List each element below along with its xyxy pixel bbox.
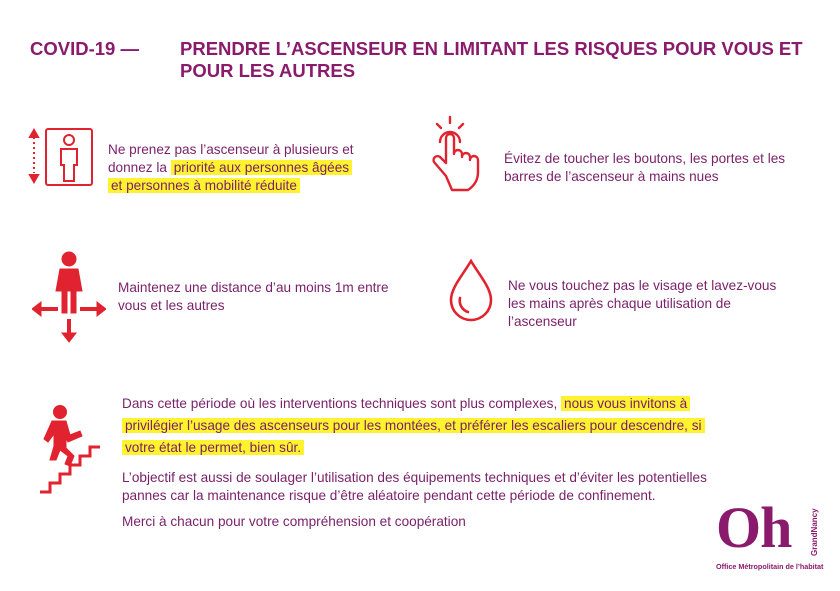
tip-elevator-line2-prefix: donnez la — [108, 160, 171, 175]
tip-hygiene-text: Ne vous touchez pas le visage et lavez-vous les mains après chaque utilisation de l’ascenseur — [508, 278, 777, 329]
stairs-section — [122, 393, 732, 531]
stairs-thanks: Merci à chacun pour votre compréhension et coopération — [122, 514, 466, 529]
tip-elevator-line1: Ne prenez pas l’ascenseur à plusieurs et — [108, 142, 354, 157]
logo — [716, 495, 826, 580]
tip-touch-text: Évitez de toucher les boutons, les portes et les barres de l’ascenseur à mains nues — [504, 151, 786, 184]
touch-hand-icon — [428, 114, 484, 194]
logo-side: GrandNancy — [810, 508, 819, 556]
title-text: PRENDRE L’ASCENSEUR EN LIMITANT LES RISQUES POUR VOUS ET POUR LES AUTRES — [180, 38, 803, 81]
tip-elevator-highlight2: et personnes à mobilité réduite — [108, 178, 300, 193]
stairs-intro: Dans cette période où les interventions techniques sont plus complexes, — [122, 396, 558, 411]
logo-mark: Oh — [716, 495, 792, 560]
page-title — [30, 38, 810, 82]
logo-caption: Office Métropolitain de l’habitat — [716, 562, 824, 571]
water-drop-icon — [446, 258, 496, 324]
tip-elevator-text — [108, 141, 408, 195]
stairs-objective: L’objectif est aussi de soulager l’utilisation des équipements techniques et d’éviter les potentielles pannes car la maintenance risque d’être aléatoire pendant cette période de confinement. — [122, 470, 707, 503]
tip-distance-text: Maintenez une distance d’au moins 1m entre vous et les autres — [118, 280, 389, 313]
distance-person-icon — [32, 251, 106, 343]
title-prefix: COVID-19 — — [30, 38, 139, 59]
elevator-person-icon — [26, 125, 98, 189]
stairs-person-icon — [34, 404, 102, 496]
tip-elevator-highlight1: priorité aux personnes âgées — [171, 160, 352, 175]
stairs-highlight: nous vous invitons à privilégier l’usage des ascenseurs pour les montées, et préférer les escaliers pour descendre, si votre état le permet, bien sûr. — [122, 396, 705, 455]
